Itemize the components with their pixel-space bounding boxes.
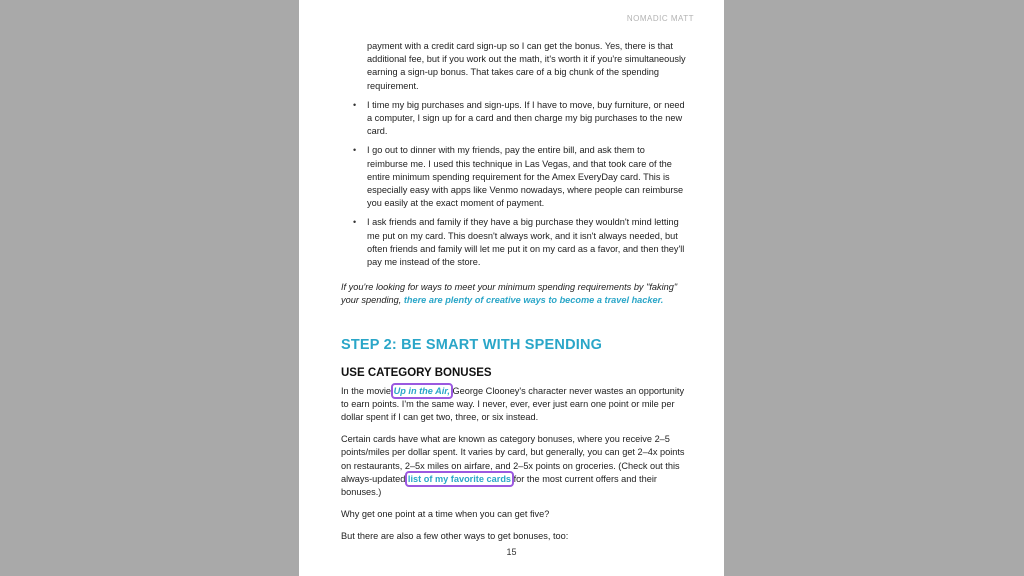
bullet-text: payment with a credit card sign-up so I can get the bonus. Yes, there is that additional fee, but if you work out the math, it's worth it if you're simultaneously earning a sign-up bonus. That takes care of a big chunk of the spending requirement. (367, 41, 686, 91)
list-item (341, 144, 686, 210)
document-page (299, 0, 724, 576)
up-in-the-air-link[interactable]: Up in the Air, (393, 385, 450, 396)
italic-paragraph-text: If you're looking for ways to meet your minimum spending requirements by "faking" your spending, (341, 282, 678, 306)
italic-paragraph (341, 281, 686, 307)
bullet-text: I go out to dinner with my friends, pay the entire bill, and ask them to reimburse me. I used this technique in Las Vegas, and that took care of the entire minimum spending requirement for the Amex EveryDay card. This is especially easy with apps like Venmo nowadays, where people can reimburse you easily at the exact moment of payment. (367, 145, 684, 209)
subsection-heading: USE CATEGORY BONUSES (341, 366, 492, 379)
paragraph-closing: But there are also a few other ways to get bonuses, too: (341, 531, 569, 542)
favorite-cards-link[interactable]: list of my favorite cards (407, 473, 512, 484)
list-item (341, 40, 686, 93)
paragraph-movie (341, 385, 686, 425)
list-item (341, 99, 686, 139)
paragraph-category-bonuses (341, 433, 686, 499)
paragraph-text: George Clooney's character never wastes an opportunity to earn points. I'm the same way. I never, ever, ever just earn one point or mile per dollar spent if I can get two, three, or six instead. (341, 385, 685, 423)
paragraph-text: for the most current offers and their bonuses.) (341, 473, 657, 498)
page-content (341, 40, 686, 553)
bullet-icon: • (353, 99, 357, 110)
travel-hacker-link[interactable]: there are plenty of creative ways to become a travel hacker. (403, 295, 664, 306)
paragraph-text: Certain cards have what are known as category bonuses, where you receive 2–5 points/miles per dollar spent. It varies by card, but generally, you can get 2–4x points on restaurants, 2–5x miles on airfare, and 2–5x points on groceries. (Check out this always-updated (341, 434, 685, 484)
bullet-list (341, 40, 686, 269)
paragraph-text: In the movie (341, 385, 394, 396)
section-heading: STEP 2: BE SMART WITH SPENDING (341, 336, 603, 353)
bullet-icon: • (353, 217, 357, 228)
paragraph-question: Why get one point at a time when you can get five? (341, 509, 550, 520)
page-number: 15 (506, 547, 517, 557)
list-item (341, 216, 686, 269)
bullet-text: I ask friends and family if they have a big purchase they wouldn't mind letting me put on my card. This doesn't always work, and it isn't always needed, but often friends and family will let me put it on my card as a favor, and then they'll pay me instead of the store. (367, 217, 685, 268)
bullet-icon: • (353, 145, 357, 156)
bullet-text: I time my big purchases and sign-ups. If I have to move, buy furniture, or need a computer, I sign up for a card and then charge my big purchases to the new card. (367, 99, 685, 137)
page-header-brand: NOMADIC MATT (626, 14, 694, 23)
